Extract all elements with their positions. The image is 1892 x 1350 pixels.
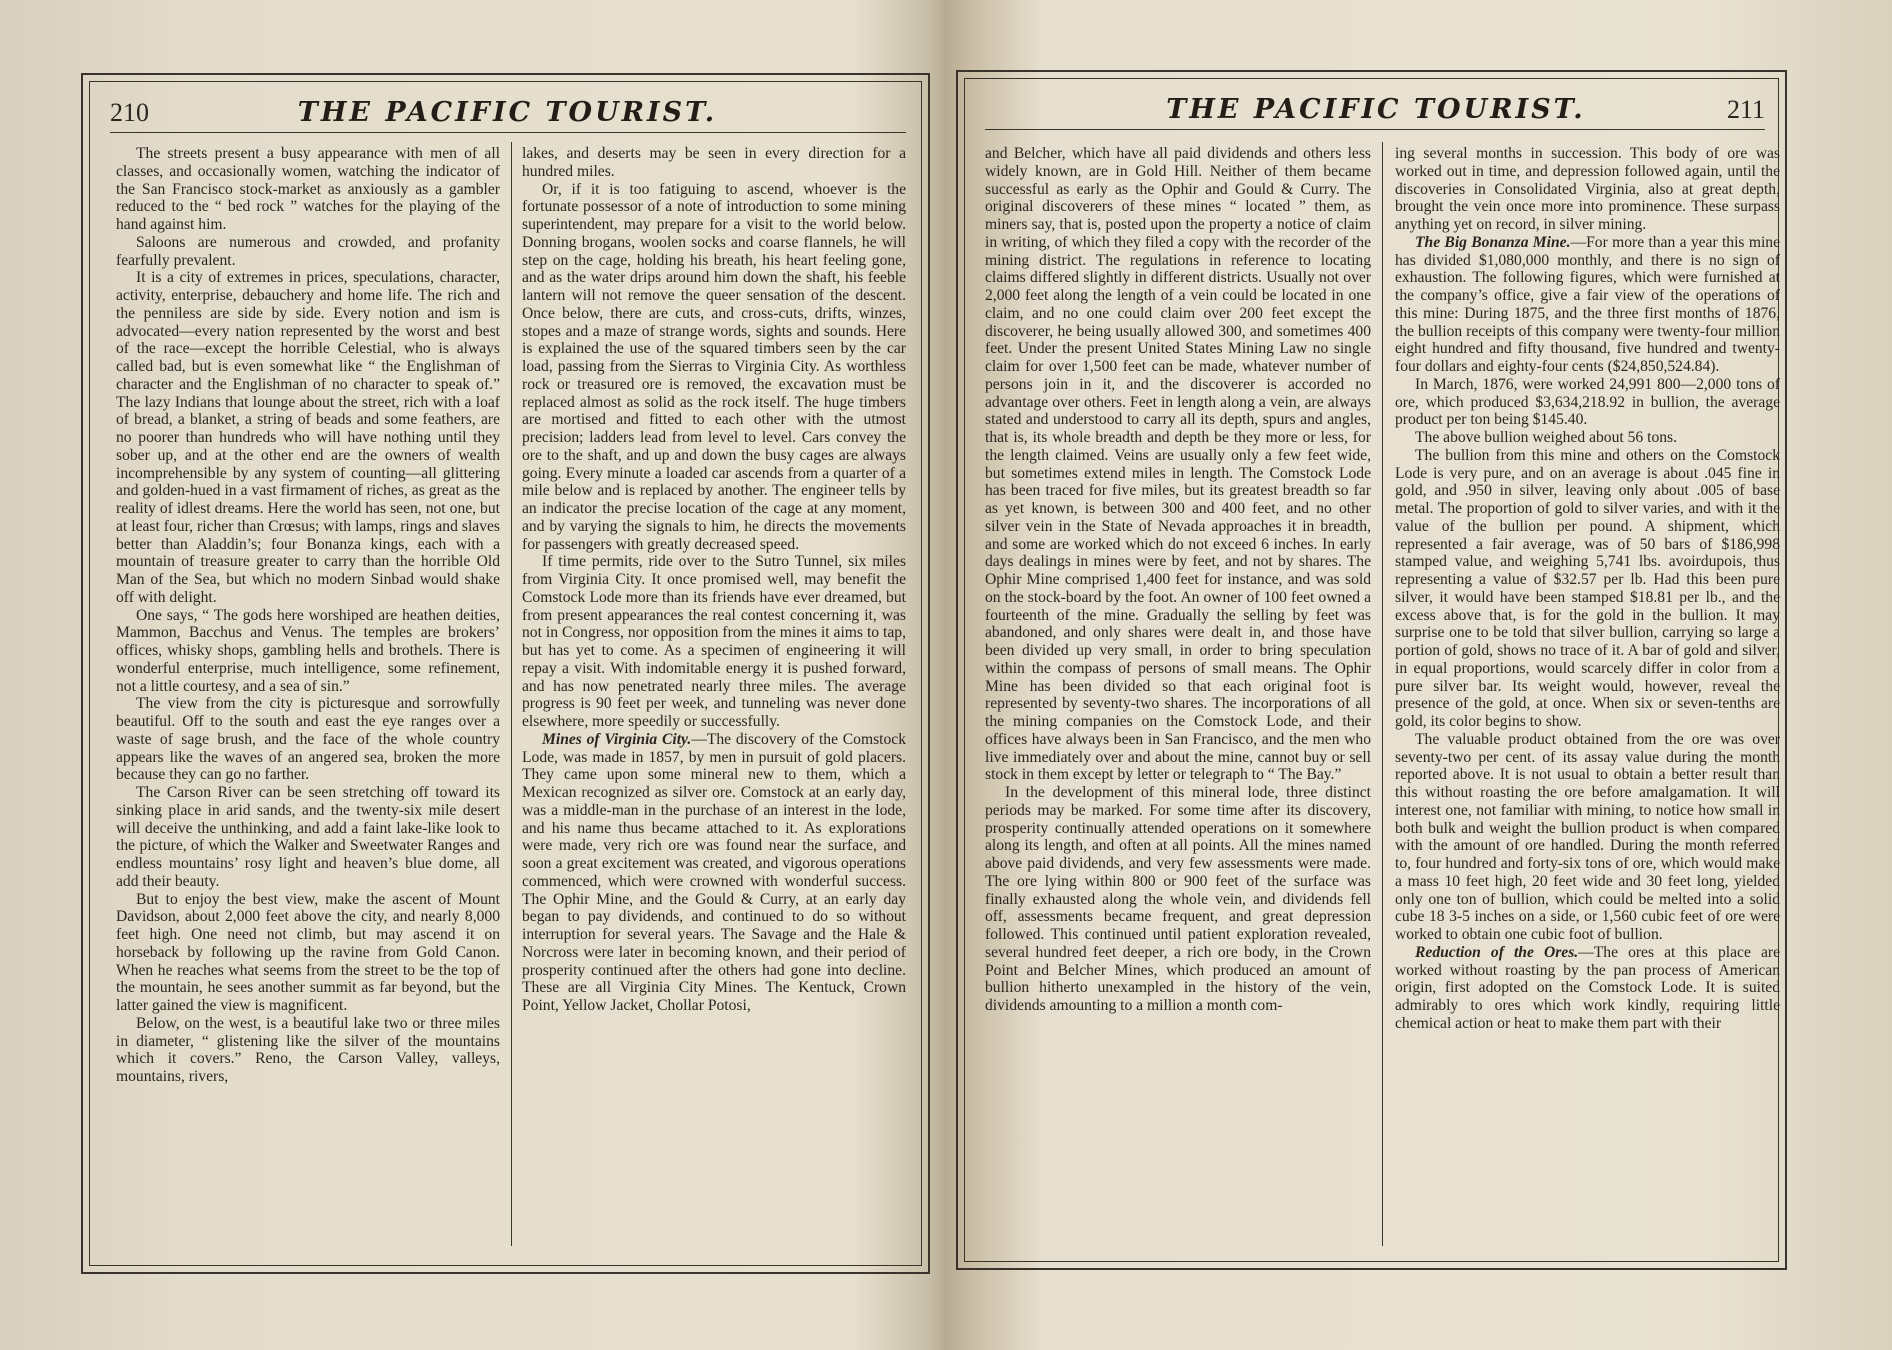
paragraph-text: —The ores at this place are worked without roasting by the pan process of American origin, first adopted on the Comstock Lode. It is suited admirably to ores which work kindly, requiring little chemical action or heat to make them part with their: [1395, 943, 1780, 1032]
running-title-right: THE PACIFIC TOURIST.: [1166, 94, 1586, 125]
page-number-left: 210: [110, 97, 149, 127]
paragraph: In the development of this mineral lode, three distinct periods may be marked. For some time after its discovery, prosperity continually attended operations on it somewhere along its length, and often at all points. All the mines named above paid dividends, and very few assessments were made. The ore lying within 800 or 900 feet of the surface was finally exhausted along the whole vein, and dividends fell off, assessments became frequent, and great depression followed. This continued until patient exploration revealed, several hundred feet deeper, a rich ore body, in the Crown Point and Belcher Mines, which produced an amount of bullion hitherto unexampled in the history of the vein, dividends amounting to a million a month com-: [985, 784, 1371, 1014]
section-heading: The Big Bonanza Mine.: [1415, 233, 1571, 251]
section-heading: Reduction of the Ores.: [1415, 943, 1579, 961]
right-page-header: [985, 90, 1765, 130]
paragraph-big-bonanza: [1395, 234, 1780, 376]
paragraph: The bullion from this mine and others on the Comstock Lode is very pure, and on an average is about .045 fine in gold, and .950 in silver, leaving only about .005 of base metal. The proportion of gold to silver varies, and with it the value of the bullion per pound. A shipment, which represented a fair average, was of 50 bars of $186,998 stamped value, and weighing 5,741 lbs. avoirdupois, thus representing a value of $32.57 per lb. Had this been pure silver, it would have been stamped $18.81 per lb., and the excess above that, is for the gold in the bullion. It may surprise one to be told that silver bullion, carrying so large a portion of gold, shows no trace of it. A bar of gold and silver, in equal proportions, would scarcely differ in color from a pure silver bar. Its weight would, however, reveal the presence of the gold, at once. When six or seven-tenths are gold, its color begins to show.: [1395, 446, 1780, 730]
paragraph: The streets present a busy appearance with men of all classes, and occasionally women, watching the indicator of the San Francisco stock-market as anxiously as a gambler reduced to the “ bed rock ” watches for the playing of the hand against him.: [116, 145, 500, 233]
paragraph: The view from the city is picturesque and sorrowfully beautiful. Off to the south and east the eye ranges over a waste of sage brush, and the face of the whole country appears like the waves of an angered sea, broken the more because they can go no farther.: [116, 695, 500, 784]
left-page-header: [110, 93, 906, 133]
paragraph: lakes, and deserts may be seen in every direction for a hundred miles.: [522, 145, 906, 180]
paragraph: and Belcher, which have all paid dividends and others less widely known, are in Gold Hill. Neither of them became successful as early as the Ophir and Gould & Curry. The original discoverers of these mines “ located ” them, as miners say, that is, posted upon the property a notice of claim in writing, of which they filed a copy with the recorder of the mining district. The regulations in reference to locating claims differed slightly in different districts. Usually not over 2,000 feet along the length of a vein could be located in one claim, and no one could claim over 200 feet except the discoverer, he being usually allowed 300, and sometimes 400 feet. Under the present United States Mining Law no single claim for over 1,500 feet can be made, whatever number of persons join in it, and the discoverer is accorded no advantage over others. Feet in length along a vein, are always stated and understood to carry all its depth, spurs and angles, that is, its whole breadth and depth be they more or less, for the length claimed. Veins are usually only a few feet wide, but sometimes extend miles in length. The Comstock Lode has been traced for five miles, but its greatest breadth so far as yet known, is between 300 and 400 feet, and no other silver vein in the State of Nevada approaches it in breadth, and some are worked which do not exceed 6 inches. In early days dealings in mines were by feet, and not by shares. The Ophir Mine comprised 1,400 feet for instance, and was sold on the stock-board by the foot. An owner of 100 feet owned a fourteenth of the mine. Gradually the selling by feet was abandoned, and only shares were dealt in, and those have been divided up very small, in order to bring speculation within the compass of persons of small means. The Ophir Mine has been divided so that each original foot is represented by seventy-two shares. The incorporations of all the mining companies on the Comstock Lode, and their offices have always been in San Francisco, and the men who live immediately over and about the mine, cannot buy or sell stock in them except by letter or telegraph to “ The Bay.”: [985, 145, 1371, 784]
paragraph: But to enjoy the best view, make the ascent of Mount Davidson, about 2,000 feet above the city, and nearly 8,000 feet high. One need not climb, but may ascend it on horseback by following up the ravine from Gold Canon. When he reaches what seems from the street to be the top of the mountain, he sees another summit as far beyond, but the latter gained the view is magnificent.: [116, 890, 500, 1014]
column-divider-left: [511, 142, 512, 1246]
paragraph: The above bullion weighed about 56 tons.: [1415, 429, 1678, 446]
paragraph: Saloons are numerous and crowded, and profanity fearfully prevalent.: [116, 233, 500, 269]
left-page-column-2: [522, 145, 906, 1245]
paragraph: It is a city of extremes in prices, speculations, character, activity, enterprise, debauchery and home life. The rich and the penniless are side by side. Every notion and ism is advocated—every nation represented by the worst and best of the race—except the horrible Celestial, who is always called bad, but is even somewhat like “ the Englishman of character and the Englishman of no character to speak of.” The lazy Indians that lounge about the street, rich with a loaf of bread, a blanket, a string of beads and some feathers, are no poorer than hundreds who will have nothing until they sober up, and at the other end are the owners of wealth incomprehensible by any system of counting—all glittering and golden-hued in a vast firmament of riches, as great as the reality of idlest dreams. Here the world has seen, not one, but at least four, richer than Crœsus; with lamps, rings and slaves better than Aladdin’s; four Bonanza kings, each with a mountain of treasure greater to carry than the horrible Old Man of the Sea, but which no modern Sinbad would shake off with delight.: [116, 269, 500, 606]
right-page-column-2: [1395, 145, 1780, 1245]
paragraph-mines-virginia-city: [522, 731, 906, 1015]
right-page-column-1: [985, 145, 1371, 1245]
paragraph: Or, if it is too fatiguing to ascend, whoever is the fortunate possessor of a note of introduction to some mining superintendent, may prepare for a visit to the world below. Donning brogans, woolen socks and coarse flannels, he will step on the cage, holding his breath, his heart feeling gone, and as the water drips around him down the shaft, his feeble lantern will not remove the queer sensation of the descent. Once below, there are cuts, and cross-cuts, drifts, winzes, stopes and a maze of strange words, sights and sounds. Here is explained the use of the squared timbers seen by the car load, passing from the Sierras to Virginia City. As worthless rock or treasured ore is removed, the excavation must be replaced almost as solid as the rock itself. The huge timbers are mortised and fitted to each other with the utmost precision; ladders lead from level to level. Cars convey the ore to the shaft, and up and down the busy cages are always going. Every minute a loaded car ascends from a quarter of a mile below and is replaced by another. The engineer tells by an indicator the precise location of the cage at any moment, and by varying the signals to him, he directs the movements for passengers with greatly decreased speed.: [522, 180, 906, 553]
paragraph: The valuable product obtained from the ore was over seventy-two per cent. of its assay value during the month reported above. It is not usual to obtain a better result than this without roasting the ore before amalgamation. It will interest one, not familiar with mining, to notice how small in both bulk and weight the bullion product is when compared with the amount of ore handled. During the month referred to, four hundred and forty-six tons of ore, which would make a mass 10 feet high, 20 feet wide and 30 feet long, yielded only one ton of bullion, which could be melted into a solid cube 18 3-5 inches on a side, or 1,560 cubic feet of ore were worked to obtain one cubic foot of bullion.: [1395, 730, 1780, 943]
paragraph: In March, 1876, were worked 24,991 800—2,000 tons of ore, which produced $3,634,218.92 in bullion, the average product per ton being $145.40.: [1395, 375, 1780, 429]
paragraph: If time permits, ride over to the Sutro Tunnel, six miles from Virginia City. It once promised well, may benefit the Comstock Lode more than its friends have ever dreamed, but from present appearances the real contest concerning it, was not in Congress, nor opposition from the mines it aims to tap, but has yet to come. As a specimen of engineering it will repay a visit. With indomitable energy it is pushed forward, and has now penetrated nearly three miles. The average progress is 90 feet per week, and tunneling was never done elsewhere, more speedily or successfully.: [522, 553, 906, 730]
column-divider-right: [1382, 142, 1383, 1246]
paragraph-reduction-of-ores: [1395, 944, 1780, 1033]
paragraph: The Carson River can be seen stretching off toward its sinking place in arid sands, and the twenty-six mile desert will deceive the unthinking, and add a faint lake-like look to the picture, of which the Walker and Sweetwater Ranges and endless mountains’ rosy light and heaven’s blue dome, all add their beauty.: [116, 784, 500, 890]
paragraph: Below, on the west, is a beautiful lake two or three miles in diameter, “ glistening like the silver of the mountains which it covers.” Reno, the Carson Valley, valleys, mountains, rivers,: [116, 1014, 500, 1085]
paragraph: ing several months in succession. This body of ore was worked out in time, and depression followed again, until the discoveries in Consolidated Virginia, also at great depth, brought the vein once more into prominence. These surpass anything yet on record, in silver mining.: [1395, 145, 1780, 233]
running-title-left: THE PACIFIC TOURIST.: [297, 97, 718, 128]
section-heading: Mines of Virginia City.: [542, 730, 692, 748]
paragraph-text: —The discovery of the Comstock Lode, was made in 1857, by men in pursuit of gold placers. They came upon some mineral new to them, which a Mexican recognized as silver ore. Comstock at an early day, was a middle-man in the purchase of an interest in the lode, and his name thus became attached to it. As explorations were made, very rich ore was found near the surface, and soon a great excitement was created, and vigorous operations commenced, which were crowned with wonderful success. The Ophir Mine, and the Gould & Curry, at an early day began to pay dividends, and continued to do so without interruption for several years. The Savage and the Hale & Norcross were later in becoming known, and their period of prosperity continued after the others had gone into decline. These are all Virginia City Mines. The Kentuck, Crown Point, Yellow Jacket, Chollar Potosi,: [522, 730, 906, 1014]
left-page-column-1: [116, 145, 500, 1245]
paragraph: One says, “ The gods here worshiped are heathen deities, Mammon, Bacchus and Venus. The temples are brokers’ offices, whisky shops, gambling hells and brothels. There is wonderful enterprise, much intelligence, some refinement, not a little courtesy, and a sea of sin.”: [116, 606, 500, 695]
paragraph-text: —For more than a year this mine has divided $1,080,000 monthly, and there is no sign of exhaustion. The following figures, which were furnished at the company’s office, give a fair view of the operations of this mine: During 1875, and the three first months of 1876, the bullion receipts of this company were twenty-four million eight hundred and fifty thousand, five hundred and twenty-four dollars and eighty-four cents ($24,850,524.84).: [1395, 233, 1780, 375]
page-number-right: 211: [1726, 94, 1765, 124]
